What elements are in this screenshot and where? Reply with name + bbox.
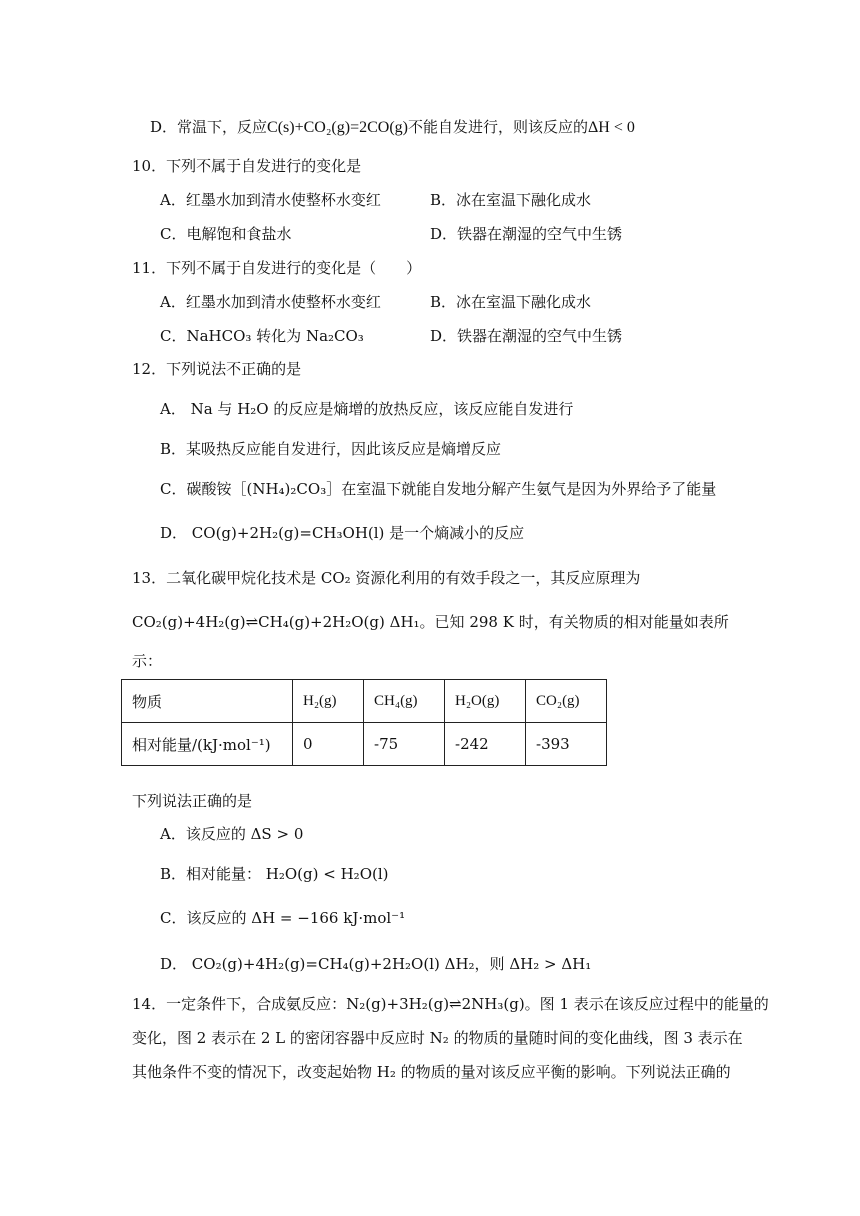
q10-option-d: D．铁器在潮湿的空气中生锈: [430, 225, 623, 243]
q14-stem-line3: 其他条件不变的情况下，改变起始物 H₂ 的物质的量对该反应平衡的影响。下列说法正确的: [132, 1063, 731, 1081]
q11-option-d: D．铁器在潮湿的空气中生锈: [430, 327, 623, 345]
q13-ask: 下列说法正确的是: [132, 792, 253, 810]
q11-option-a: A．红墨水加到清水使整杯水变红: [160, 293, 381, 311]
q12-option-b: B．某吸热反应能自发进行，因此该反应是熵增反应: [160, 440, 502, 458]
table-cell: 0: [293, 723, 364, 766]
q12-stem: 12．下列说法不正确的是: [132, 360, 302, 378]
q13-option-b: B．相对能量： H₂O(g) < H₂O(l): [160, 865, 389, 883]
q10-stem: 10．下列不属于自发进行的变化是: [132, 157, 362, 175]
table-header-cell: CO₂(g): [526, 680, 607, 723]
q13-option-c: C．该反应的 ΔH = −166 kJ·mol⁻¹: [160, 909, 406, 927]
table-row-label: 相对能量/(kJ·mol⁻¹): [122, 723, 293, 766]
q10-option-c: C．电解饱和食盐水: [160, 225, 292, 243]
q13-option-a: A．该反应的 ΔS > 0: [160, 825, 304, 843]
q14-stem-line1: 14．一定条件下，合成氨反应：N₂(g)+3H₂(g)⇌2NH₃(g)。图 1 表示在该反应过程中的能量的: [132, 995, 769, 1013]
q13-option-d: D． CO₂(g)+4H₂(g)=CH₄(g)+2H₂O(l) ΔH₂，则 ΔH₂ > ΔH₁: [160, 955, 592, 973]
q10-option-b: B．冰在室温下融化成水: [430, 191, 592, 209]
table-header-cell: CH₄(g): [364, 680, 445, 723]
q11-stem: 11．下列不属于自发进行的变化是（ ）: [132, 259, 422, 277]
q10-option-a: A．红墨水加到清水使整杯水变红: [160, 191, 381, 209]
q13-stem-line2: CO₂(g)+4H₂(g)⇌CH₄(g)+2H₂O(g) ΔH₁。已知 298 K 时，有关物质的相对能量如表所: [132, 613, 729, 631]
table-header-cell: 物质: [122, 680, 293, 723]
q9-option-d: D．常温下，反应C(s)+CO₂(g)=2CO(g)不能自发进行，则该反应的ΔH < 0: [150, 118, 635, 136]
q12-option-d: D． CO(g)+2H₂(g)=CH₃OH(l) 是一个熵减小的反应: [160, 524, 525, 542]
q12-option-c: C．碳酸铵［(NH₄)₂CO₃］在室温下就能自发地分解产生氨气是因为外界给予了能量: [160, 480, 717, 498]
q14-stem-line2: 变化，图 2 表示在 2 L 的密闭容器中反应时 N₂ 的物质的量随时间的变化曲线，图 3 表示在: [132, 1029, 743, 1047]
table-cell: -393: [526, 723, 607, 766]
table-header-row: [122, 680, 607, 723]
table-header-cell: H₂O(g): [445, 680, 526, 723]
energy-table: [121, 679, 607, 766]
q9-equation: C(s)+CO₂(g)=2CO(g): [267, 119, 408, 136]
table-cell: -75: [364, 723, 445, 766]
q13-stem-line3: 示：: [132, 652, 163, 670]
table-row: [122, 723, 607, 766]
q11-option-b: B．冰在室温下融化成水: [430, 293, 592, 311]
table-header-cell: H₂(g): [293, 680, 364, 723]
q12-option-a: A． Na 与 H₂O 的反应是熵增的放热反应，该反应能自发进行: [160, 400, 574, 418]
table-cell: -242: [445, 723, 526, 766]
q11-option-c: C．NaHCO₃ 转化为 Na₂CO₃: [160, 327, 364, 345]
q9-condition: ΔH < 0: [588, 119, 635, 136]
q13-stem-line1: 13．二氧化碳甲烷化技术是 CO₂ 资源化利用的有效手段之一，其反应原理为: [132, 569, 641, 587]
